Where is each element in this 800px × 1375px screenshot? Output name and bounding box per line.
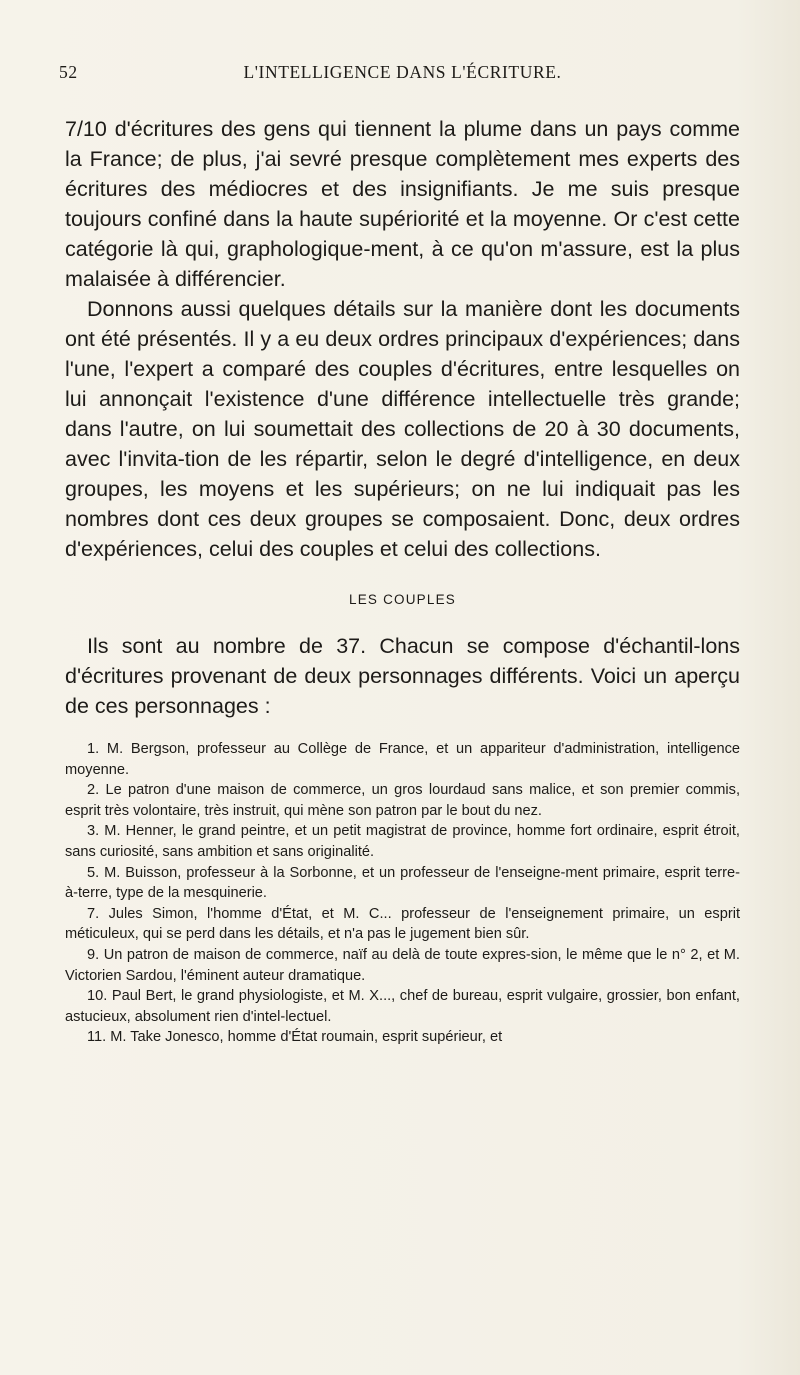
page-header xyxy=(59,62,740,92)
paragraph-2: Donnons aussi quelques détails sur la manière dont les documents ont été présentés. Il y a eu deux ordres principaux d'expériences; dans l'une, l'expert a comparé des couples d'écritures, entre lesquelles on lui annonçait l'existence d'une différence intellectuelle très grande; dans l'autre, on lui soumettait des collections de 20 à 30 documents, avec l'invita-tion de les répartir, selon le degré d'intelligence, en deux groupes, les moyens et les supérieurs; on ne lui indiquait pas les nombres dont ces deux groupes se composaient. Donc, deux ordres d'expériences, celui des couples et celui des collections. xyxy=(65,297,740,561)
body-text-2 xyxy=(65,631,740,721)
page-number: 52 xyxy=(59,62,78,82)
list-item: 3. M. Henner, le grand peintre, et un petit magistrat de province, homme fort ordinaire, esprit étroit, sans curiosité, sans ambition et sans originalité. xyxy=(65,823,740,860)
list-item: 10. Paul Bert, le grand physiologiste, et M. X..., chef de bureau, esprit vulgaire, grossier, bon enfant, astucieux, absolument rien d'intel-lectuel. xyxy=(65,988,740,1025)
list-item: 9. Un patron de maison de commerce, naïf au delà de toute expres-sion, le même que le n° 2, et M. Victorien Sardou, l'éminent auteur dramatique. xyxy=(65,946,740,984)
running-title: L'INTELLIGENCE DANS L'ÉCRITURE. xyxy=(243,62,562,82)
list-item: 11. M. Take Jonesco, homme d'État roumain, esprit supérieur, et xyxy=(87,1029,503,1046)
section-heading: LES COUPLES xyxy=(349,592,456,607)
paragraph-3: Ils sont au nombre de 37. Chacun se compose d'échantil-lons d'écritures provenant de deux personnages différents. Voici un aperçu de ces personnages : xyxy=(65,634,740,718)
body-text xyxy=(65,114,740,564)
personnages-list xyxy=(65,739,740,1048)
list-item: 2. Le patron d'une maison de commerce, un gros lourdaud sans malice, et son premier commis, esprit très volontaire, très instruit, qui mène son patron par le bout du nez. xyxy=(65,782,740,819)
list-item: 1. M. Bergson, professeur au Collège de France, et un appariteur d'administration, intelligence moyenne. xyxy=(65,741,740,778)
list-item: 7. Jules Simon, l'homme d'État, et M. C... professeur de l'enseignement primaire, un esprit méticuleux, qui se perd dans les détails, et n'a pas le jugement bien sûr. xyxy=(65,905,740,943)
list-item: 5. M. Buisson, professeur à la Sorbonne, et un professeur de l'enseigne-ment primaire, esprit terre-à-terre, type de la mesquinerie. xyxy=(65,864,740,902)
paragraph-1: 7/10 d'écritures des gens qui tiennent la plume dans un pays comme la France; de plus, j'ai sevré presque complètement mes experts des écritures des médiocres et des insignifiants. Je me suis presque toujours confiné dans la haute supériorité et la moyenne. Or c'est cette catégorie là qui, graphologique-ment, à ce qu'on m'assure, est la plus malaisée à différencier. xyxy=(65,117,740,291)
